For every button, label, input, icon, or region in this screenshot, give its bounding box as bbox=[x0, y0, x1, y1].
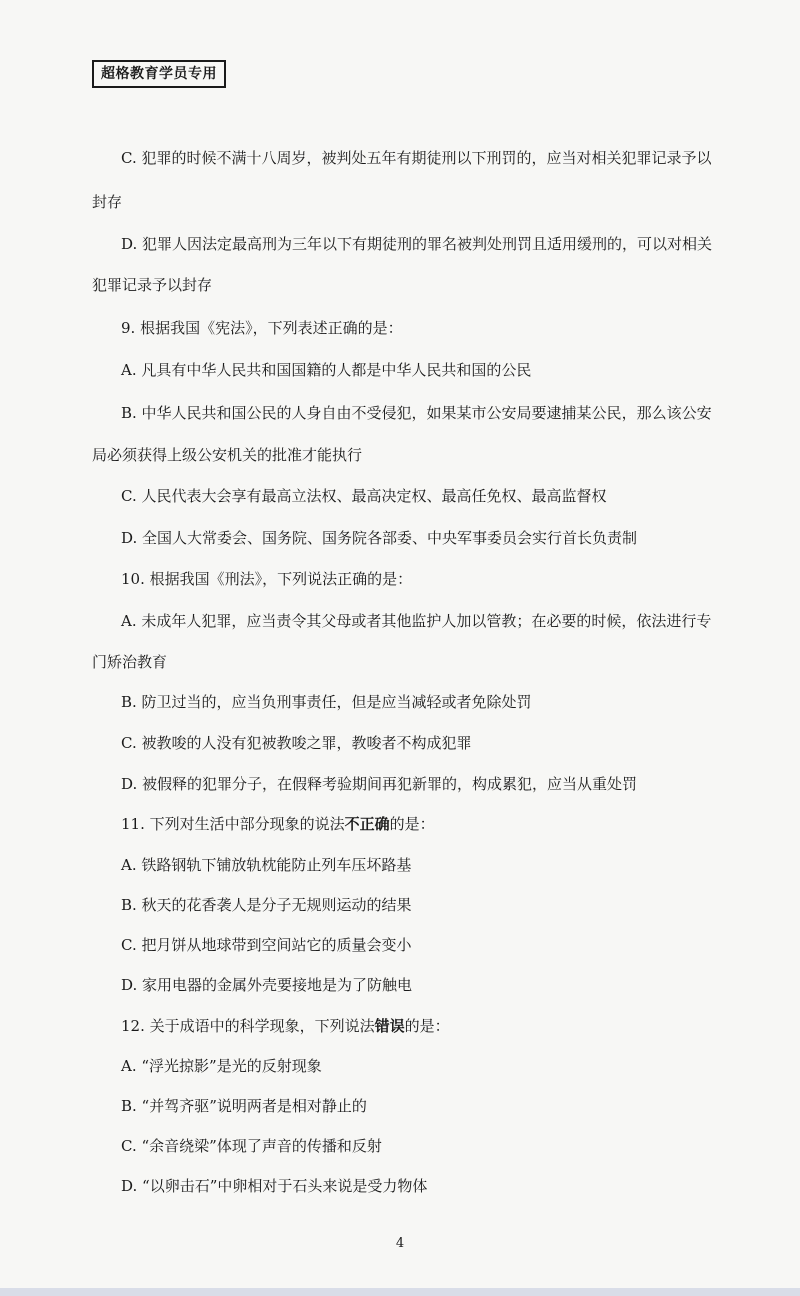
q11-option-d: D. 家用电器的金属外壳要接地是为了防触电 bbox=[121, 976, 413, 994]
q10-stem: 10. 根据我国《刑法》，下列说法正确的是： bbox=[121, 570, 413, 588]
q9-option-b-line2: 局必须获得上级公安机关的批准才能执行 bbox=[92, 446, 363, 464]
q8-option-d-line1: D. 犯罪人因法定最高刑为三年以下有期徒刑的罪名被判处刑罚且适用缓刑的，可以对相关 bbox=[121, 235, 713, 253]
q9-option-d: D. 全国人大常委会、国务院、国务院各部委、中央军事委员会实行首长负责制 bbox=[121, 529, 638, 547]
q9-option-b-line1: B. 中华人民共和国公民的人身自由不受侵犯，如果某市公安局要逮捕某公民，那么该公安 bbox=[121, 404, 712, 422]
q8-option-c-line1: C. 犯罪的时候不满十八周岁，被判处五年有期徒刑以下刑罚的，应当对相关犯罪记录予以 bbox=[121, 149, 712, 167]
q11-stem-emphasis: 不正确 bbox=[344, 815, 390, 833]
q11-stem bbox=[121, 814, 435, 834]
q12-option-b: B. “并驾齐驱”说明两者是相对静止的 bbox=[121, 1097, 367, 1115]
q12-option-d: D. “以卵击石”中卵相对于石头来说是受力物体 bbox=[121, 1177, 428, 1195]
q9-option-a: A. 凡具有中华人民共和国国籍的人都是中华人民共和国的公民 bbox=[121, 361, 532, 379]
q10-option-a-line1: A. 未成年人犯罪，应当责令其父母或者其他监护人加以管教；在必要的时候，依法进行专 bbox=[121, 612, 712, 630]
page-bottom-edge bbox=[0, 1288, 800, 1296]
q12-stem-suffix: 的是： bbox=[404, 1017, 450, 1035]
q10-option-b: B. 防卫过当的，应当负刑事责任，但是应当减轻或者免除处罚 bbox=[121, 693, 532, 711]
stamp-label: 超格教育学员专用 bbox=[92, 60, 226, 88]
q8-option-c-line2: 封存 bbox=[92, 193, 123, 211]
q11-stem-prefix: 11. 下列对生活中部分现象的说法 bbox=[121, 815, 345, 833]
q9-stem: 9. 根据我国《宪法》，下列表述正确的是： bbox=[121, 319, 403, 337]
q12-stem-prefix: 12. 关于成语中的科学现象，下列说法 bbox=[121, 1017, 375, 1035]
q11-option-a: A. 铁路钢轨下铺放轨枕能防止列车压坏路基 bbox=[121, 856, 412, 874]
q9-option-c: C. 人民代表大会享有最高立法权、最高决定权、最高任免权、最高监督权 bbox=[121, 487, 607, 505]
q11-option-b: B. 秋天的花香袭人是分子无规则运动的结果 bbox=[121, 896, 412, 914]
q10-option-d: D. 被假释的犯罪分子，在假释考验期间再犯新罪的，构成累犯，应当从重处罚 bbox=[121, 775, 638, 793]
page-number: 4 bbox=[395, 1236, 405, 1251]
q10-option-c: C. 被教唆的人没有犯被教唆之罪，教唆者不构成犯罪 bbox=[121, 734, 472, 752]
q10-option-a-line2: 门矫治教育 bbox=[92, 653, 168, 671]
q12-stem-emphasis: 错误 bbox=[374, 1017, 405, 1035]
q8-option-d-line2: 犯罪记录予以封存 bbox=[92, 276, 213, 294]
q12-option-c: C. “余音绕梁”体现了声音的传播和反射 bbox=[121, 1137, 382, 1155]
q11-option-c: C. 把月饼从地球带到空间站它的质量会变小 bbox=[121, 936, 412, 954]
q12-option-a: A. “浮光掠影”是光的反射现象 bbox=[121, 1057, 322, 1075]
q11-stem-suffix: 的是： bbox=[389, 815, 435, 833]
q12-stem bbox=[121, 1016, 450, 1036]
